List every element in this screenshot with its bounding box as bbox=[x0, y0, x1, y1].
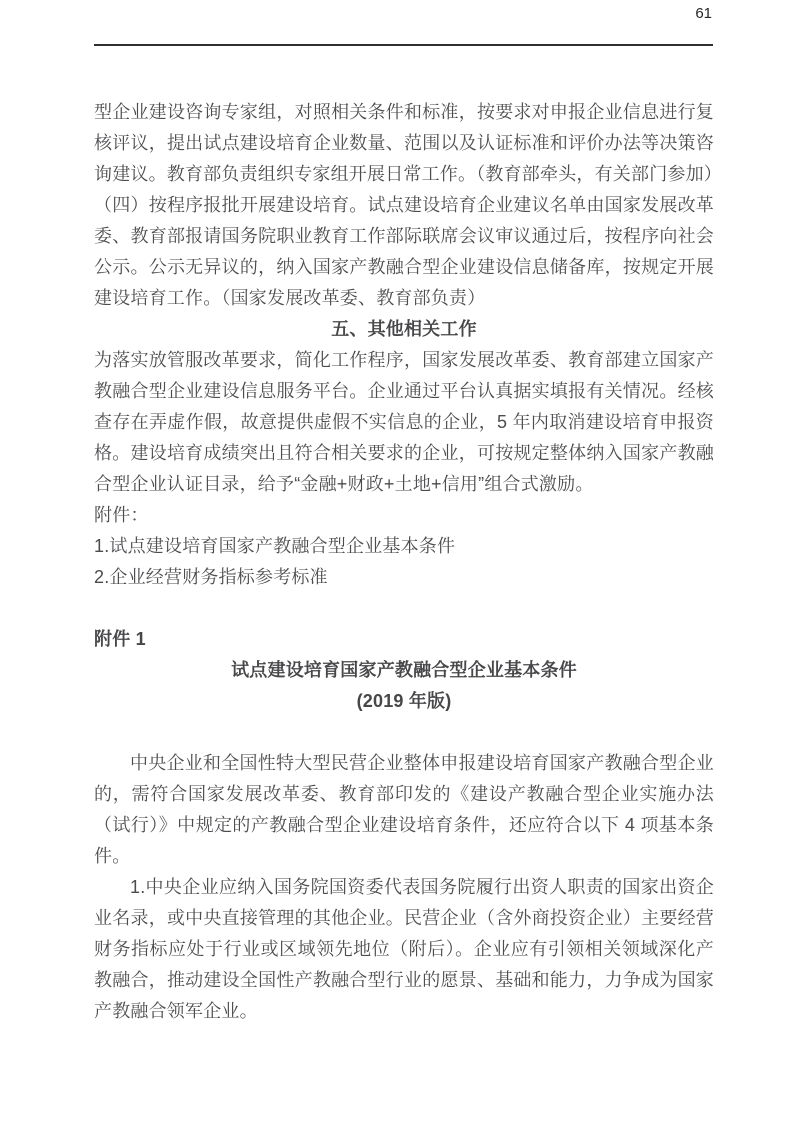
attachment-1-label: 附件 1 bbox=[94, 629, 146, 649]
paragraph-approval-cultivation: （四）按程序报批开展建设培育。试点建设培育企业建议名单由国家发展改革委、教育部报请国务院职业教育工作部际联席会议审议通过后，按程序向社会公示。公示无异议的，纳入国家产教融合型企业建设信息储备库，按规定开展建设培育工作。（国家发展改革委、教育部负责） bbox=[94, 195, 714, 308]
paragraph-central-enterprise-requirements: 中央企业和全国性特大型民营企业整体申报建设培育国家产教融合型企业的，需符合国家发展改革委、教育部印发的《建设产教融合型企业实施办法（试行）》中规定的产教融合型企业建设培育条件，还应符合以下 4 项基本条件。 bbox=[94, 753, 714, 866]
paragraph-information-platform: 为落实放管服改革要求，简化工作程序，国家发展改革委、教育部建立国家产教融合型企业建设信息服务平台。企业通过平台认真据实填报有关情况。经核查存在弄虚作假，故意提供虚假不实信息的企业，5 年内取消建设培育申报资格。建设培育成绩突出且符合相关要求的企业，可按规定整体纳入国家产教融合型企业认证目录，给予“金融+财政+土地+信用”组合式激励。 bbox=[94, 350, 714, 494]
section-heading-other-related-work: 五、其他相关工作 bbox=[331, 319, 477, 339]
paragraph-basic-condition-1: 1.中央企业应纳入国务院国资委代表国务院履行出资人职责的国家出资企业名录，或中央直接管理的其他企业。民营企业（含外商投资企业）主要经营财务指标应处于行业或区域领先地位（附后）。企业应有引领相关领域深化产教融合，推动建设全国性产教融合型行业的愿景、基础和能力，力争成为国家产教融合领军企业。 bbox=[94, 877, 714, 1021]
attachments-list-item-1: 1.试点建设培育国家产教融合型企业基本条件 bbox=[94, 536, 456, 556]
attachment-1-title: 试点建设培育国家产教融合型企业基本条件 bbox=[231, 660, 577, 680]
attachments-list-item-2: 2.企业经营财务指标参考标准 bbox=[94, 567, 328, 587]
attachment-1-edition: (2019 年版) bbox=[356, 691, 452, 711]
page-number: 61 bbox=[695, 5, 712, 22]
paragraph-expert-review: 型企业建设咨询专家组，对照相关条件和标准，按要求对申报企业信息进行复核评议，提出试点建设培育企业数量、范围以及认证标准和评价办法等决策咨询建议。教育部负责组织专家组开展日常工作。（教育部牵头，有关部门参加） bbox=[94, 102, 722, 184]
header-rule bbox=[94, 44, 713, 46]
attachments-list-label: 附件： bbox=[94, 505, 149, 525]
document-content bbox=[94, 97, 722, 1027]
